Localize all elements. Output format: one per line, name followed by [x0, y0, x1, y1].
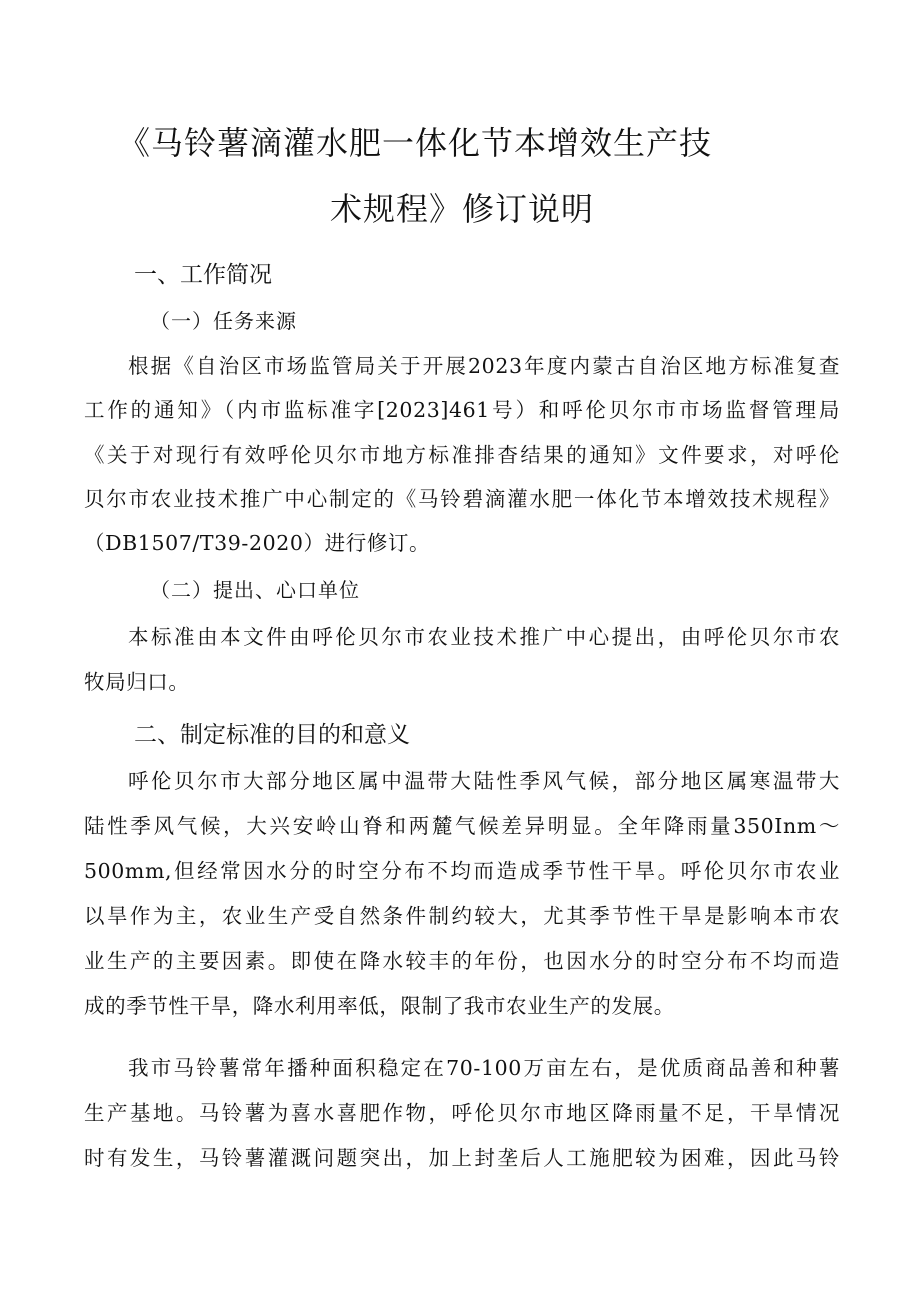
paragraph-line: 呼伦贝尔市大部分地区属中温带大陆性季风气候，部分地区属寒温带大: [128, 769, 840, 793]
paragraph-line: 时有发生，马铃薯灌溉问题突出，加上封垄后人工施肥较为困难，因此马铃: [84, 1146, 840, 1170]
document-title-line-1: 《马铃薯滴灌水肥一体化节本增效生产技: [118, 124, 713, 162]
paragraph-line: 我市马铃薯常年播种面积稳定在70-100万亩左右，是优质商品善和种薯: [128, 1056, 840, 1080]
section-heading-purpose: 二、制定标准的目的和意义: [134, 722, 410, 748]
paragraph-line: 500mm,但经常因水分的时空分布不均而造成季节性干旱。呼伦贝尔市农业: [84, 859, 840, 883]
subsection-heading-task-source: （一）任务来源: [150, 309, 297, 333]
paragraph-line: （DB1507/T39-2020）进行修订。: [84, 531, 431, 555]
paragraph-line: 以旱作为主，农业生产受自然条件制约较大，尤其季节性干旱是影响本市农: [84, 904, 840, 928]
paragraph-line: 根据《自治区市场监管局关于开展2023年度内蒙古自治区地方标准复查: [128, 354, 840, 378]
paragraph-line: 本标准由本文件由呼伦贝尔市农业技术推广中心提出，由呼伦贝尔市农: [128, 625, 840, 649]
document-title-line-2: 术规程》修订说明: [330, 190, 595, 228]
paragraph-line: 陆性季风气候，大兴安岭山脊和两麓气候差异明显。全年降雨量350Inm～: [84, 814, 840, 838]
paragraph-line: 《关于对现行有效呼伦贝尔市地方标准排杳结果的通知》文件要求，对呼伦: [84, 443, 840, 467]
paragraph-line: 生产基地。马铃薯为喜水喜肥作物，呼伦贝尔市地区降雨量不足，干旱情况: [84, 1101, 840, 1125]
paragraph-line: 工作的通知》（内市监标准字[2023]461号）和呼伦贝尔市市场监督管理局: [84, 398, 840, 422]
paragraph-line: 成的季节性干旱，降水利用率低，限制了我市农业生产的发展。: [84, 994, 675, 1018]
section-heading-work-overview: 一、工作简况: [134, 262, 272, 288]
paragraph-line: 牧局归口。: [84, 670, 190, 694]
paragraph-line: 业生产的主要因素。即使在降水较丰的年份，也因水分的时空分布不均而造: [84, 949, 840, 973]
paragraph-line: 贝尔市农业技术推广中心制定的《马铃碧滴灌水肥一体化节本增效技术规程》: [84, 487, 840, 511]
subsection-heading-proposer-unit: （二）提出、心口单位: [150, 578, 360, 602]
